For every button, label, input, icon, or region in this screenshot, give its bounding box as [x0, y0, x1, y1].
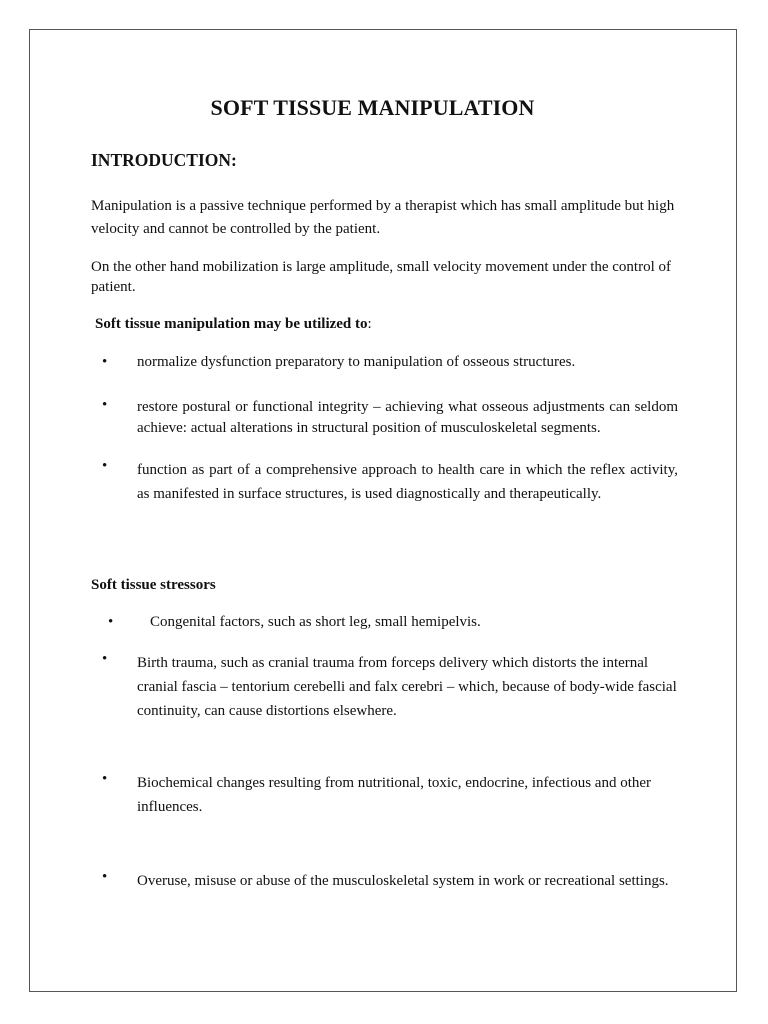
list-item-text: Biochemical changes resulting from nutritional, toxic, endocrine, infectious and other influences. [137, 775, 652, 815]
paragraph-manipulation-definition: Manipulation is a passive technique performed by a therapist which has small amplitude but high velocity and cannot be controlled by the patient. [91, 198, 675, 237]
bullet-icon: • [102, 397, 108, 413]
document-title: SOFT TISSUE MANIPULATION [210, 95, 535, 120]
page-border [29, 29, 737, 992]
list-item-text: restore postural or functional integrity – achieving what osseous adjustments can seldom achieve: actual alterations in structural position of musculoskeletal segments. [137, 399, 678, 436]
list-item-text: normalize dysfunction preparatory to manipulation of osseous structures. [137, 354, 576, 370]
bullet-icon: • [102, 869, 108, 885]
utilized-heading-text: Soft tissue manipulation may be utilized to [95, 316, 368, 332]
utilized-heading [95, 316, 372, 333]
bullet-icon: • [102, 651, 108, 667]
list-item-text: function as part of a comprehensive approach to health care in which the reflex activity, as manifested in surface structures, is used diagnostically and therapeutically. [137, 462, 678, 502]
list-item-text: Overuse, misuse or abuse of the musculoskeletal system in work or recreational settings. [137, 873, 669, 889]
bullet-icon: • [102, 771, 108, 787]
bullet-icon: • [102, 458, 108, 474]
list-item-text: Congenital factors, such as short leg, small hemipelvis. [150, 614, 481, 630]
bullet-icon: • [102, 354, 108, 370]
paragraph-mobilization-definition: On the other hand mobilization is large amplitude, small velocity movement under the control of patient. [91, 259, 671, 295]
introduction-heading: INTRODUCTION: [91, 150, 237, 170]
list-item-text: Birth trauma, such as cranial trauma from forceps delivery which distorts the internal cranial fascia – tentorium cerebelli and falx cerebri – which, because of body-wide fascial continuity, can cause distortions elsewhere. [137, 655, 677, 719]
utilized-heading-colon: : [367, 316, 372, 332]
bullet-icon: • [108, 614, 114, 630]
stressors-heading: Soft tissue stressors [91, 577, 216, 593]
